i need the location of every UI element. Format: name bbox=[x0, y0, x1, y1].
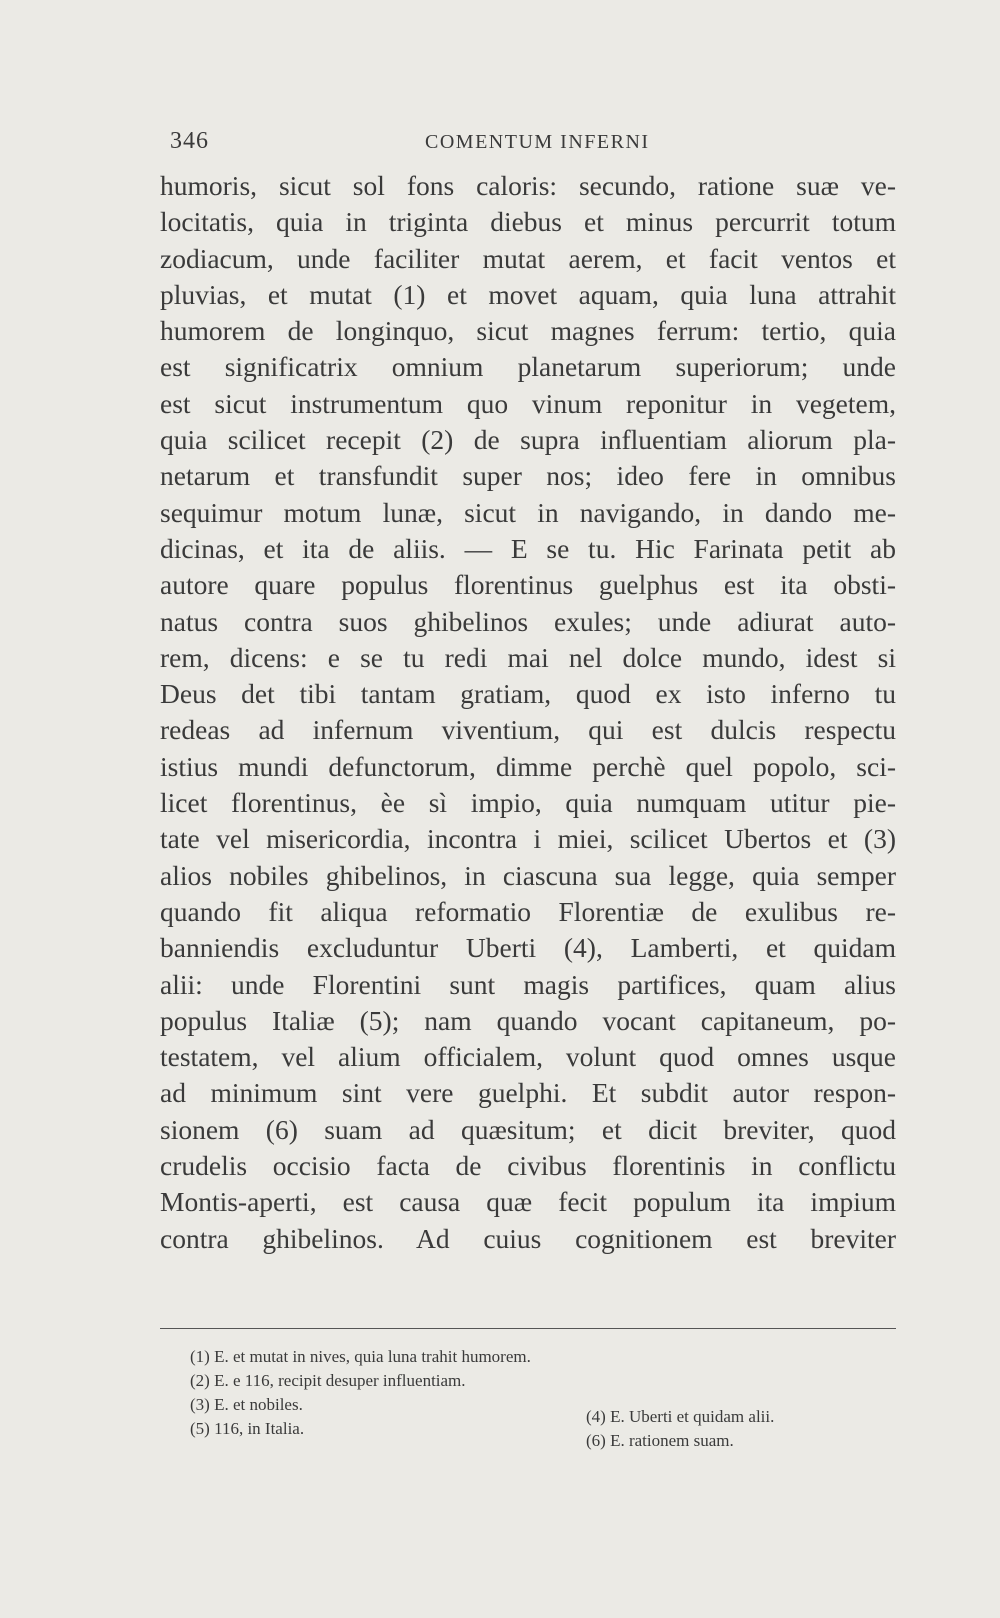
footnote-2: (2) E. e 116, recipit desuper influentiam. bbox=[190, 1371, 466, 1390]
text-line: tate vel misericordia, incontra i miei, scilicet Ubertos et (3) bbox=[160, 823, 896, 855]
running-title: COMENTUM INFERNI bbox=[425, 131, 650, 153]
text-line: banniendis excluduntur Uberti (4), Lamberti, et quidam bbox=[160, 932, 896, 964]
main-text bbox=[160, 168, 896, 1257]
text-line: sionem (6) suam ad quæsitum; et dicit breviter, quod bbox=[160, 1113, 896, 1145]
page-header bbox=[170, 128, 890, 158]
text-line: est sicut instrumentum quo vinum reponitur in vegetem, bbox=[160, 387, 896, 419]
text-line: dicinas, et ita de aliis. — E se tu. Hic Farinata petit ab bbox=[160, 532, 896, 564]
text-line: zodiacum, unde faciliter mutat aerem, et facit ventos et bbox=[160, 242, 896, 274]
text-line: redeas ad infernum viventium, qui est dulcis respectu bbox=[160, 714, 896, 746]
text-line: istius mundi defunctorum, dimme perchè quel popolo, sci- bbox=[160, 750, 896, 782]
text-line: autore quare populus florentinus guelphus est ita obsti- bbox=[160, 569, 896, 601]
footnote-6: (6) E. rationem suam. bbox=[586, 1431, 734, 1450]
text-line: natus contra suos ghibelinos exules; unde adiurat auto- bbox=[160, 605, 896, 637]
footnote-3: (3) E. et nobiles. bbox=[190, 1395, 303, 1414]
text-line: testatem, vel alium officialem, volunt quod omnes usque bbox=[160, 1041, 896, 1073]
text-line: quando fit aliqua reformatio Florentiæ de exulibus re- bbox=[160, 895, 896, 927]
text-line: Montis-aperti, est causa quæ fecit populum ita impium bbox=[160, 1186, 896, 1218]
text-line: licet florentinus, èe sì impio, quia numquam utitur pie- bbox=[160, 787, 896, 819]
text-line: rem, dicens: e se tu redi mai nel dolce mundo, idest si bbox=[160, 641, 896, 673]
footnote-1: (1) E. et mutat in nives, quia luna trahit humorem. bbox=[190, 1347, 531, 1366]
text-line: locitatis, quia in triginta diebus et minus percurrit totum bbox=[160, 206, 896, 238]
text-line: humoris, sicut sol fons caloris: secundo, ratione suæ ve- bbox=[160, 170, 896, 201]
text-line: populus Italiæ (5); nam quando vocant capitaneum, po- bbox=[160, 1004, 896, 1036]
footnote-4: (4) E. Uberti et quidam alii. bbox=[586, 1407, 775, 1426]
text-line: est significatrix omnium planetarum superiorum; unde bbox=[160, 351, 896, 383]
text-line: ad minimum sint vere guelphi. Et subdit autor respon- bbox=[160, 1077, 896, 1109]
text-line: crudelis occisio facta de civibus florentinis in conflictu bbox=[160, 1150, 896, 1182]
text-line: quia scilicet recepit (2) de supra influentiam aliorum pla- bbox=[160, 424, 896, 456]
footnote-divider bbox=[160, 1328, 896, 1329]
text-line: Deus det tibi tantam gratiam, quod ex isto inferno tu bbox=[160, 678, 896, 710]
footnote-5: (5) 116, in Italia. bbox=[190, 1419, 305, 1438]
text-line: contra ghibelinos. Ad cuius cognitionem est breviter bbox=[160, 1222, 896, 1254]
text-line: sequimur motum lunæ, sicut in navigando, in dando me- bbox=[160, 496, 896, 528]
page-number: 346 bbox=[170, 128, 209, 154]
text-line: alios nobiles ghibelinos, in ciascuna sua legge, quia semper bbox=[160, 859, 896, 891]
text-line: alii: unde Florentini sunt magis partifices, quam alius bbox=[160, 968, 896, 1000]
text-line: netarum et transfundit super nos; ideo fere in omnibus bbox=[160, 460, 896, 492]
text-line: humorem de longinquo, sicut magnes ferrum: tertio, quia bbox=[160, 315, 896, 347]
text-line: pluvias, et mutat (1) et movet aquam, quia luna attrahit bbox=[160, 278, 896, 310]
